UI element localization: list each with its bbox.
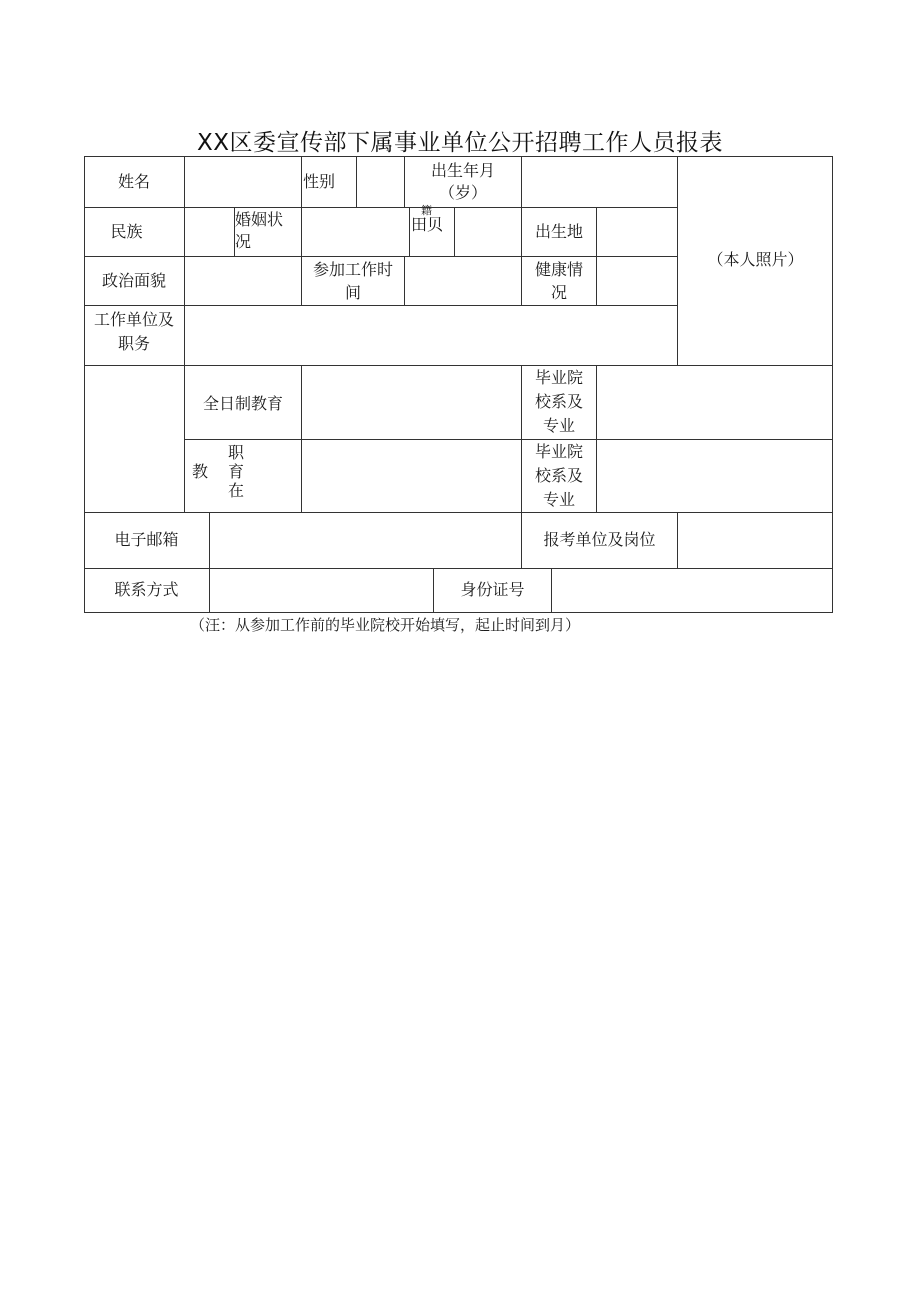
graduate-school-label-2: 毕业院 校系及 专业 — [534, 442, 583, 509]
name-label: 姓名 — [117, 172, 150, 191]
birth-date-label: 出生年月 （岁） — [430, 161, 495, 202]
gender-label: 性别 — [303, 172, 336, 191]
registration-form — [84, 156, 833, 613]
work-start-label: 参加工作时 间 — [312, 260, 393, 302]
contact-label: 联系方式 — [114, 580, 179, 599]
marital-status-label: 婚姻状 况 — [235, 210, 284, 251]
footnote: （汪：从参加工作前的毕业院校开始填写，起止时间到月） — [190, 616, 581, 634]
birthplace-label: 出生地 — [534, 222, 583, 241]
ethnicity-label: 民族 — [110, 222, 143, 241]
health-label: 健康情 况 — [534, 260, 583, 302]
email-label: 电子邮箱 — [114, 530, 179, 549]
fulltime-education-label: 全日制教育 — [202, 394, 283, 413]
page-title: XX区委宣传部下属事业单位公开招聘工作人员报表 — [196, 130, 723, 156]
inservice-education-label: 职 教 育 在 — [192, 443, 245, 500]
employer-position-label: 工作单位及 职务 — [93, 310, 174, 353]
id-number-label: 身份证号 — [460, 580, 525, 599]
photo-placeholder: （本人照片） — [707, 250, 804, 269]
applied-unit-position-label: 报考单位及岗位 — [543, 530, 656, 549]
political-status-label: 政治面貌 — [101, 271, 166, 290]
graduate-school-label-1: 毕业院 校系及 专业 — [534, 368, 583, 435]
native-place-label: 籍 田贝 — [411, 204, 444, 234]
